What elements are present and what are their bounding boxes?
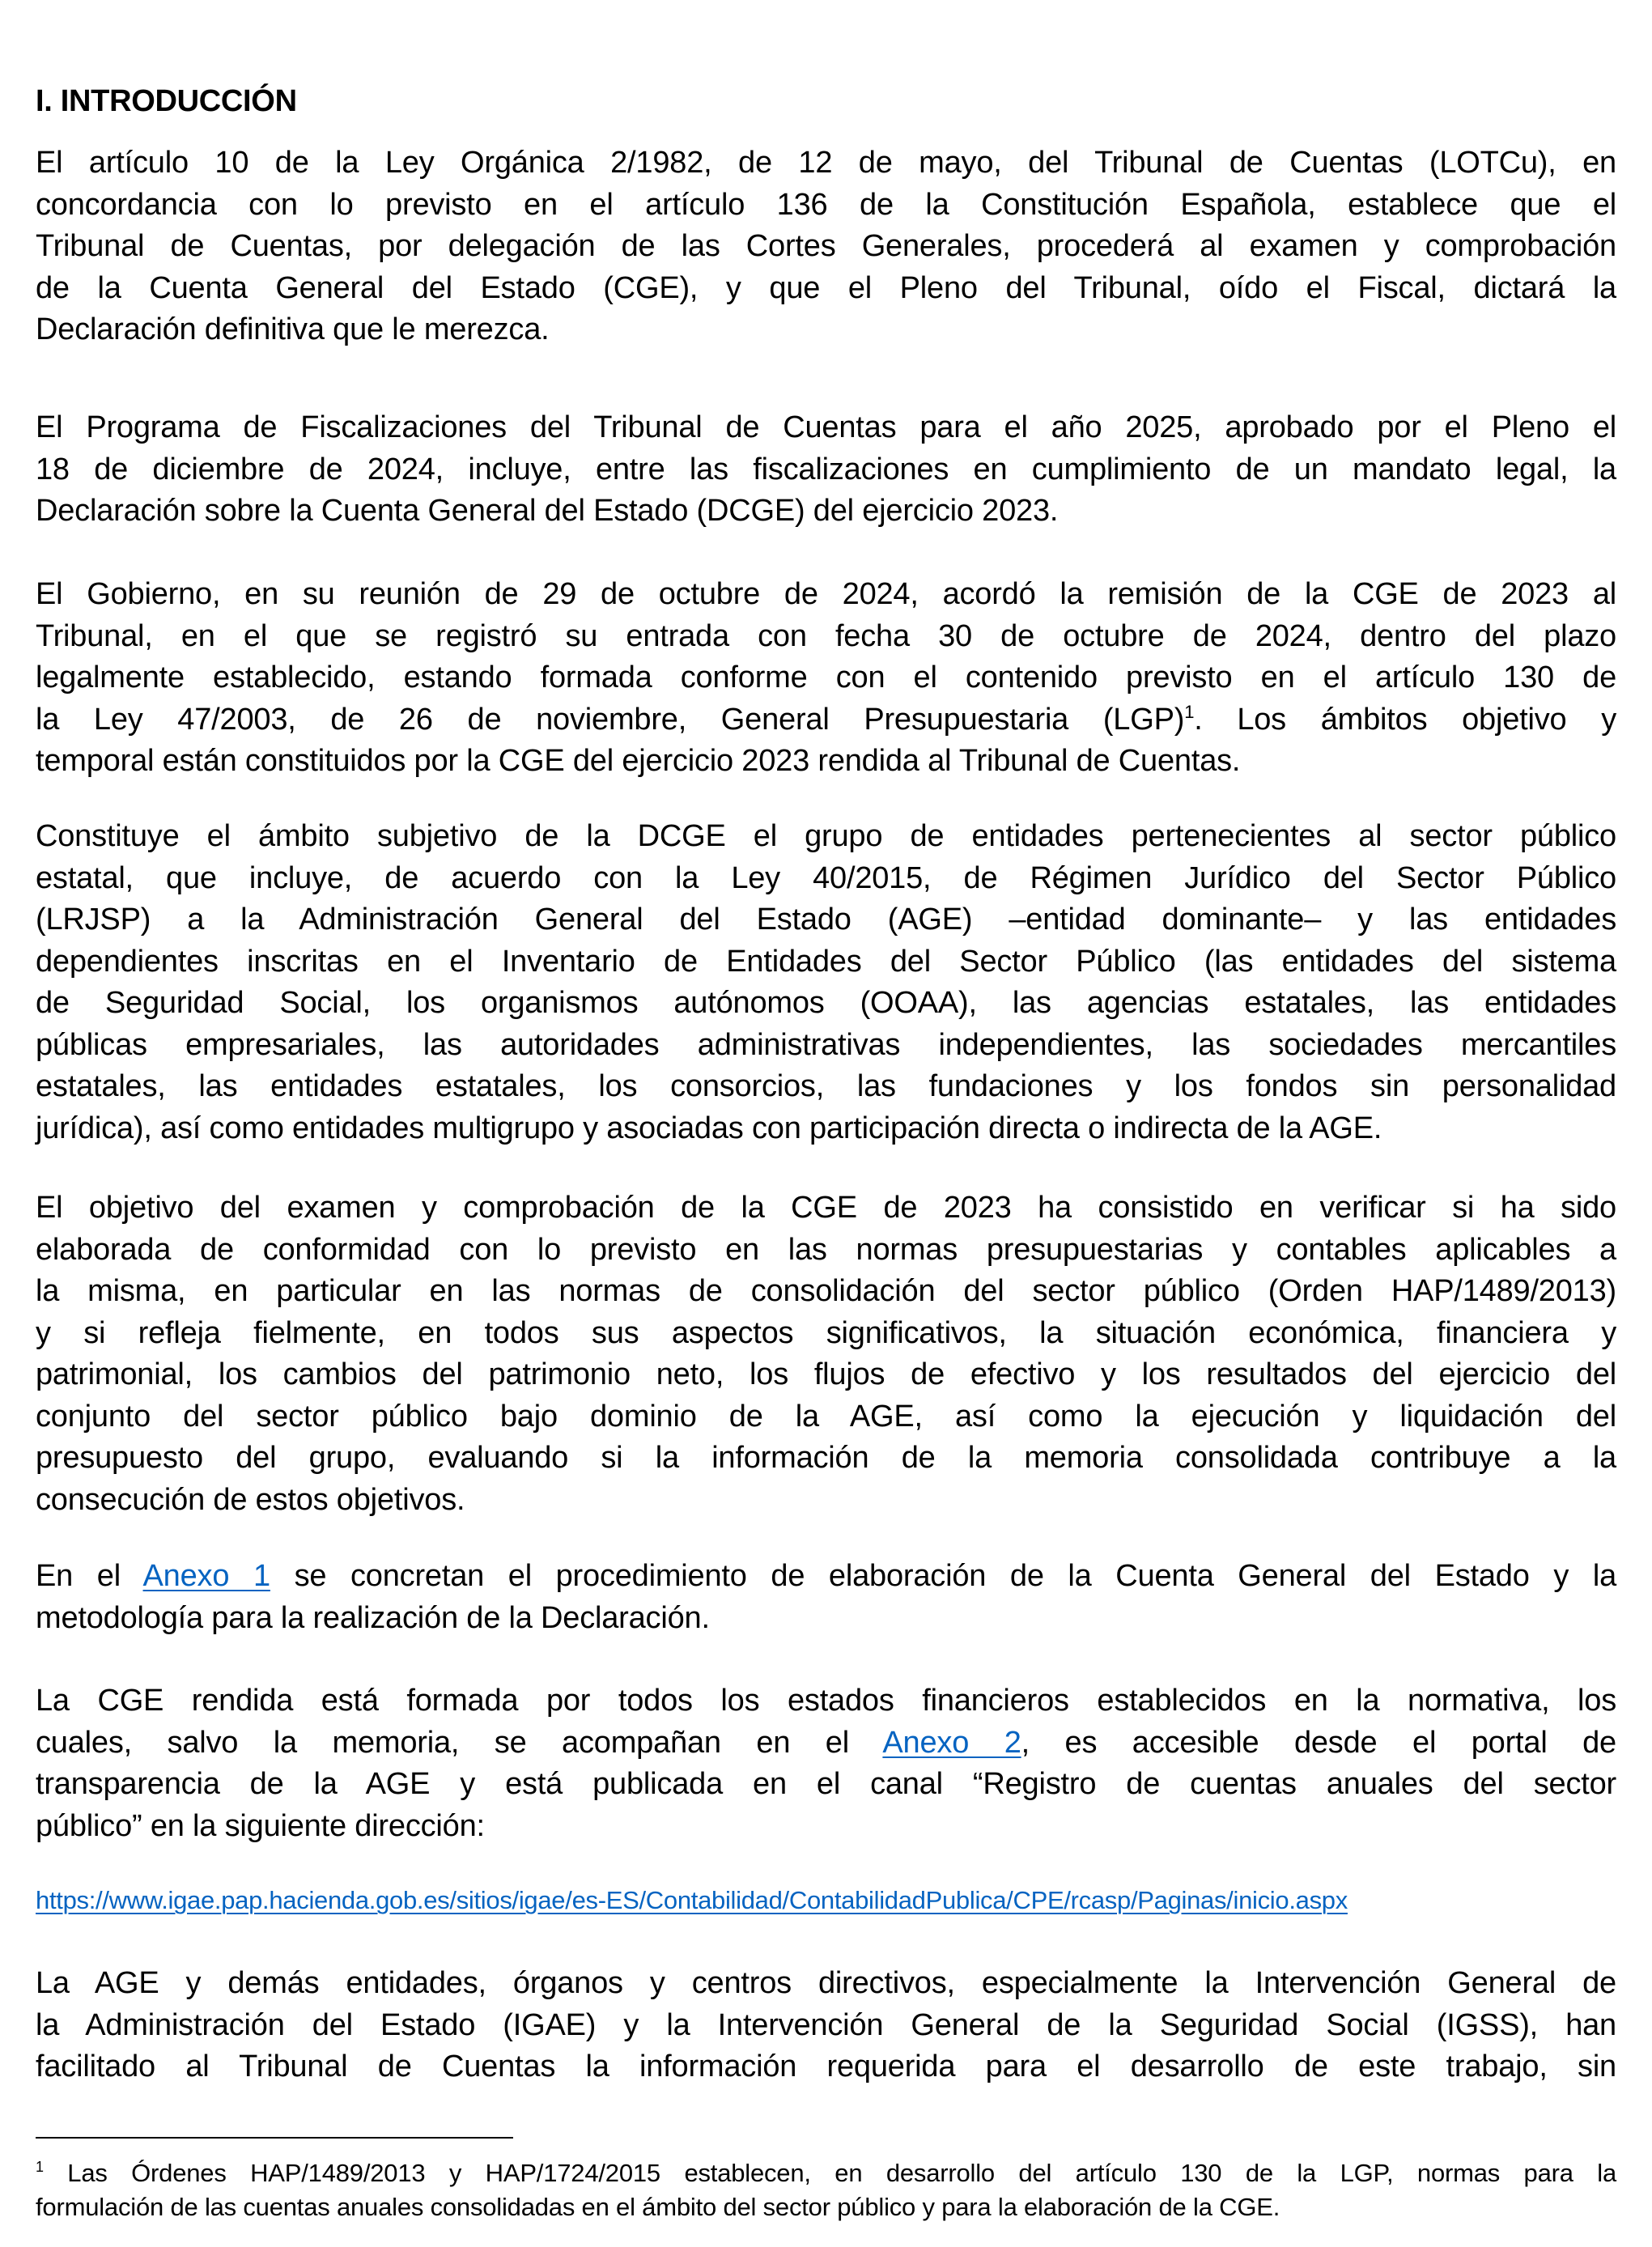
paragraph-programa (36, 407, 1616, 533)
section-heading: I. INTRODUCCIÓN (36, 84, 297, 118)
footnote-reference[interactable]: 1 (1184, 701, 1195, 722)
text-line: transparencia de la AGE y está publicada en el canal “Registro de cuentas anuales del sector (36, 1767, 1616, 1801)
footnote-number: 1 (36, 2159, 44, 2175)
text-line: concordancia con lo previsto en el artículo 136 de la Constitución Española, establece que el (36, 187, 1616, 222)
text-line: presupuesto del grupo, evaluando si la información de la memoria consolidada contribuye a la (36, 1441, 1616, 1475)
text-line: la misma, en particular en las normas de consolidación del sector público (Orden HAP/1489/2013) (36, 1274, 1616, 1308)
text-line: dependientes inscritas en el Inventario de Entidades del Sector Público (las entidades del sistema (36, 944, 1616, 979)
igae-registro-url-link[interactable]: https://www.igae.pap.hacienda.gob.es/sitios/igae/es-ES/Contabilidad/ContabilidadPublica/CPE/rcasp/Paginas/inicio.aspx (36, 1886, 1348, 1914)
text-line: patrimonial, los cambios del patrimonio neto, los flujos de efectivo y los resultados del ejercicio del (36, 1357, 1616, 1391)
text-line: 18 de diciembre de 2024, incluye, entre las fiscalizaciones en cumplimiento de un mandato legal, la (36, 452, 1616, 486)
text-segment: se concretan el procedimiento de elaboración de la Cuenta General del Estado y la (270, 1559, 1617, 1593)
text-line: La CGE rendida está formada por todos los estados financieros establecidos en la normativa, los (36, 1684, 1616, 1718)
text-line: conjunto del sector público bajo dominio de la AGE, así como la ejecución y liquidación del (36, 1399, 1616, 1434)
text-line: Tribunal de Cuentas, por delegación de las Cortes Generales, procederá al examen y comprobación (36, 229, 1616, 263)
text-line: Tribunal, en el que se registró su entrada con fecha 30 de octubre de 2024, dentro del plazo (36, 618, 1616, 653)
text-line: elaborada de conformidad con lo previsto en las normas presupuestarias y contables aplicables a (36, 1232, 1616, 1267)
paragraph-objetivo (36, 1187, 1616, 1521)
footnote-line: formulación de las cuentas anuales consolidadas en el ámbito del sector público y para la elaboración de la CGE. (36, 2193, 1280, 2221)
text-line: de Seguridad Social, los organismos autónomos (OOAA), las agencias estatales, las entidades (36, 986, 1616, 1020)
text-segment: . Los ámbitos objetivo y (1194, 702, 1616, 737)
text-segment: , es accesible desde el portal de (1021, 1725, 1616, 1760)
text-line-with-link (36, 1556, 1616, 1598)
text-line: Declaración sobre la Cuenta General del Estado (DCGE) del ejercicio 2023. (36, 494, 1059, 528)
paragraph-anexo-1 (36, 1556, 1616, 1639)
text-segment: En el (36, 1559, 143, 1593)
text-line: El Programa de Fiscalizaciones del Tribunal de Cuentas para el año 2025, aprobado por el Pleno el (36, 410, 1616, 444)
text-line-with-footnote (36, 699, 1616, 741)
text-line: públicas empresariales, las autoridades administrativas independientes, las sociedades mercantiles (36, 1027, 1616, 1062)
text-line: estatales, las entidades estatales, los consorcios, las fundaciones y los fondos sin personalidad (36, 1069, 1616, 1103)
footnote-line (36, 2156, 1616, 2190)
footnote-1 (36, 2156, 1616, 2224)
text-line: metodología para la realización de la Declaración. (36, 1600, 710, 1635)
text-line: La AGE y demás entidades, órganos y centros directivos, especialmente la Intervención General de (36, 1966, 1616, 2000)
text-line: estatal, que incluye, de acuerdo con la Ley 40/2015, de Régimen Jurídico del Sector Público (36, 860, 1616, 895)
paragraph-colaboracion (36, 1963, 1616, 2088)
text-line: legalmente establecido, estando formada conforme con el contenido previsto en el artículo 130 de (36, 661, 1616, 694)
text-line-with-link (36, 1722, 1616, 1765)
paragraph-cge-rendida (36, 1680, 1616, 1847)
text-segment: Las Órdenes HAP/1489/2013 y HAP/1724/2015 establecen, en desarrollo del artículo 130 de la LGP, normas para la (43, 2159, 1616, 2187)
text-line: El artículo 10 de la Ley Orgánica 2/1982, de 12 de mayo, del Tribunal de Cuentas (LOTCu), en (36, 146, 1616, 180)
anexo-2-link[interactable]: Anexo 2 (882, 1725, 1021, 1760)
url-line (36, 1886, 1616, 1915)
footnote-separator (36, 2137, 513, 2139)
text-line: facilitado al Tribunal de Cuentas la información requerida para el desarrollo de este trabajo, sin (36, 2049, 1616, 2083)
text-line: público” en la siguiente dirección: (36, 1808, 485, 1843)
text-segment: cuales, salvo la memoria, se acompañan en el (36, 1725, 883, 1760)
anexo-1-link[interactable]: Anexo 1 (142, 1559, 270, 1593)
paragraph-ambito-subjetivo (36, 816, 1616, 1149)
text-line: Declaración definitiva que le merezca. (36, 312, 550, 346)
text-line: la Administración del Estado (IGAE) y la Intervención General de la Seguridad Social (IGSS), han (36, 2007, 1616, 2042)
text-line: El objetivo del examen y comprobación de la CGE de 2023 ha consistido en verificar si ha sido (36, 1191, 1616, 1225)
text-line: consecución de estos objetivos. (36, 1482, 465, 1517)
text-segment: la Ley 47/2003, de 26 de noviembre, General Presupuestaria (LGP) (36, 702, 1185, 737)
text-line: (LRJSP) a la Administración General del Estado (AGE) –entidad dominante– y las entidades (36, 903, 1616, 937)
text-line: temporal están constituidos por la CGE del ejercicio 2023 rendida al Tribunal de Cuentas. (36, 744, 1241, 778)
text-line: El Gobierno, en su reunión de 29 de octubre de 2024, acordó la remisión de la CGE de 2023 al (36, 577, 1616, 611)
text-line: Constituye el ámbito subjetivo de la DCGE el grupo de entidades pertenecientes al sector público (36, 819, 1616, 853)
text-line: y si refleja fielmente, en todos sus aspectos significativos, la situación económica, financiera y (36, 1315, 1616, 1350)
paragraph-lotcu (36, 142, 1616, 351)
text-line: de la Cuenta General del Estado (CGE), y que el Pleno del Tribunal, oído el Fiscal, dictará la (36, 270, 1616, 305)
paragraph-gobierno (36, 574, 1616, 783)
text-line: jurídica), así como entidades multigrupo y asociadas con participación directa o indirecta de la AGE. (36, 1111, 1382, 1145)
